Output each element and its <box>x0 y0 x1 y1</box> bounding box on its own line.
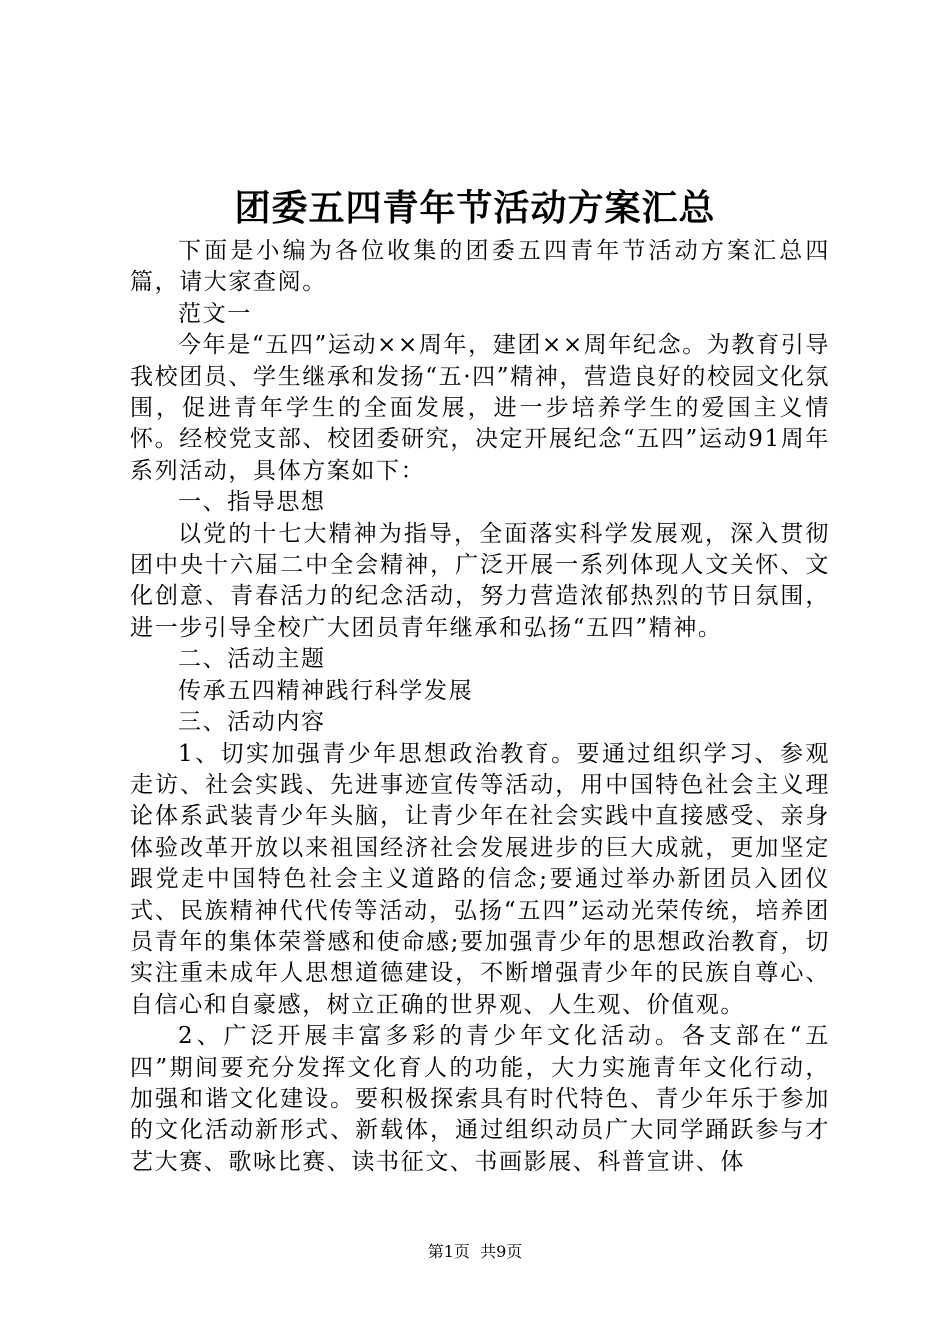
paragraph-activity-theme: 传承五四精神践行科学发展 <box>178 677 474 704</box>
paragraph-content-item-2: 2、广泛开展丰富多彩的青少年文化活动。各支部在“五四”期间要充分发挥文化育人的功能，大力实施青年文化行动，加强和谐文化建设。要积极探索具有时代特色、青少年乐于参加的文化活动新形式、新载体，通过组织动员广大同学踊跃参与才艺大赛、歌咏比赛、读书征文、书画影展、科普宣讲、体 <box>130 1023 830 1175</box>
section-heading-sample-one: 范文一 <box>178 300 252 327</box>
section-heading-guiding-ideology: 一、指导思想 <box>178 489 326 516</box>
paragraph-intro: 下面是小编为各位收集的团委五四青年节活动方案汇总四篇，请大家查阅。 <box>130 238 830 296</box>
paragraph-content-item-1: 1、切实加强青少年思想政治教育。要通过组织学习、参观走访、社会实践、先进事迹宣传等活动，用中国特色社会主义理论体系武装青少年头脑，让青少年在社会实践中直接感受、亲身体验改革开放以来祖国经济社会发展进步的巨大成就，更加坚定跟党走中国特色社会主义道路的信念;要通过举办新团员入团仪式、民族精神代代传等活动，弘扬“五四”运动光荣传统，培养团员青年的集体荣誉感和使命感;要加强青少年的思想政治教育，切实注重未成年人思想道德建设，不断增强青少年的民族自尊心、自信心和自豪感，树立正确的世界观、人生观、价值观。 <box>130 740 830 1018</box>
paragraph-guiding-ideology: 以党的十七大精神为指导，全面落实科学发展观，深入贯彻团中央十六届二中全会精神，广泛开展一系列体现人文关怀、文化创意、青春活力的纪念活动，努力营造浓郁热烈的节日氛围，进一步引导全校广大团员青年继承和弘扬“五四”精神。 <box>130 520 830 641</box>
section-heading-activity-theme: 二、活动主题 <box>178 646 326 673</box>
document-title: 团委五四青年节活动方案汇总 <box>234 187 716 229</box>
section-heading-activity-content: 三、活动内容 <box>178 709 326 736</box>
page-footer: 第1页 共9页 <box>427 1242 523 1261</box>
document-body <box>130 236 830 1178</box>
paragraph-background: 今年是“五四”运动××周年，建团××周年纪念。为教育引导我校团员、学生继承和发扬“五·四”精神，营造良好的校园文化氛围，促进青年学生的全面发展，进一步培养学生的爱国主义情怀。经校党支部、校团委研究，决定开展纪念“五四”运动91周年系列活动，具体方案如下： <box>130 332 830 484</box>
